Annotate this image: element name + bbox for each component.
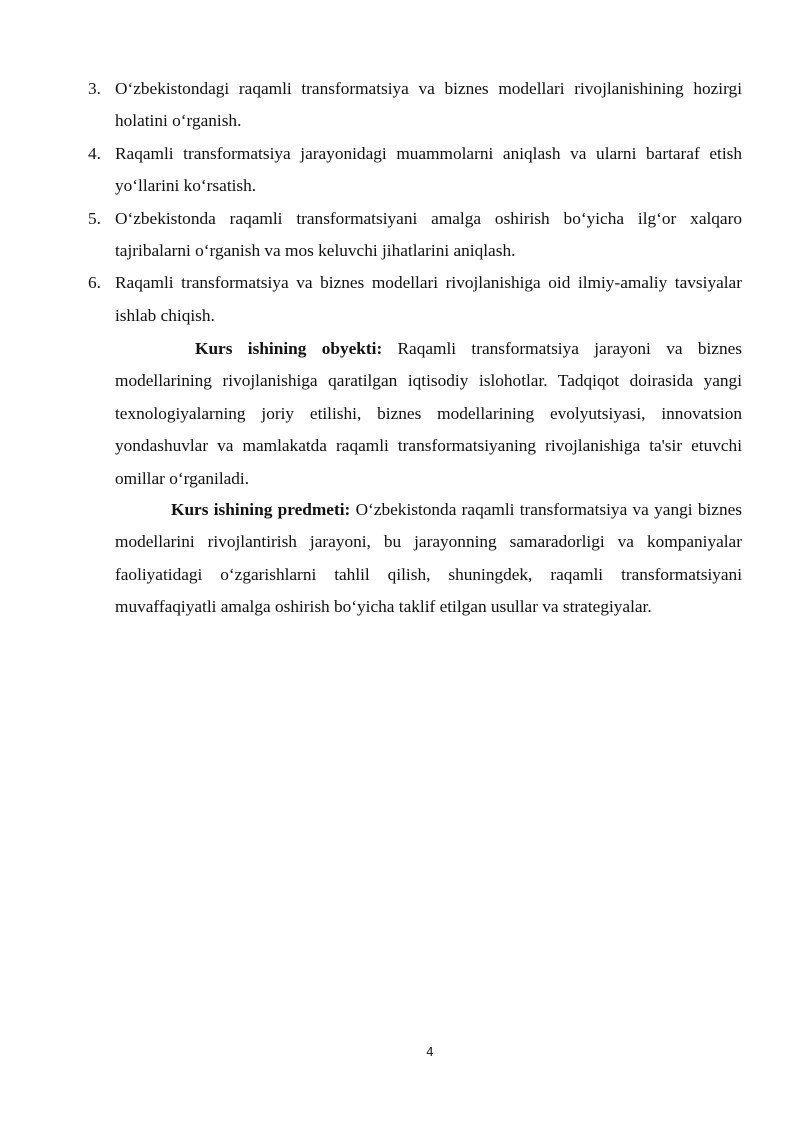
list-item-text: O‘zbekistonda raqamli transformatsiyani amalga oshirish bo‘yicha ilg‘or xalqaro tajribalarni o‘rganish va mos keluvchi jihatlarini aniqlash.	[115, 208, 742, 261]
list-item-text: Raqamli transformatsiya va biznes modellari rivojlanishiga oid ilmiy-amaliy tavsiyalar ishlab chiqish.	[115, 273, 742, 325]
list-item	[88, 203, 742, 268]
objectives-list	[88, 73, 742, 332]
research-object-label: Kurs ishining obyekti:	[195, 339, 383, 358]
research-subject-label: Kurs ishining predmeti:	[171, 500, 351, 519]
list-item-number: 5.	[88, 208, 101, 228]
page-number: 4	[426, 1045, 434, 1059]
list-item-text: Raqamli transformatsiya jarayonidagi muammolarni aniqlash va ularni bartaraf etish yo‘llarini ko‘rsatish.	[115, 143, 742, 196]
research-object-text: Raqamli transformatsiya jarayoni va biznes modellarining rivojlanishiga qaratilgan iqtisodiy islohotlar. Tadqiqot doirasida yangi texnologiyalarning joriy etilishi, biznes modellarining evolyutsiyasi, innovatsion yondashuvlar va mamlakatda raqamli transformatsiyaning rivojlanishiga ta'sir etuvchi omillar o‘rganiladi.	[115, 339, 742, 488]
list-item-number: 6.	[88, 273, 101, 293]
list-item-number: 4.	[88, 143, 101, 163]
research-object-paragraph	[115, 333, 742, 495]
list-item	[88, 73, 742, 138]
research-subject-paragraph	[115, 494, 742, 624]
list-item-text: O‘zbekistondagi raqamli transformatsiya va biznes modellari rivojlanishining hozirgi holatini o‘rganish.	[115, 79, 742, 131]
list-item	[88, 138, 742, 203]
research-subject-text: O‘zbekistonda raqamli transformatsiya va yangi biznes modellarini rivojlantirish jarayoni, bu jarayonning samaradorligi va kompaniyalar faoliyatidagi o‘zgarishlarni tahlil qilish, shuningdek, raqamli transformatsiyani muvaffaqiyatli amalga oshirish bo‘yicha taklif etilgan usullar va strategiyalar.	[115, 500, 742, 617]
list-item	[88, 267, 742, 332]
list-item-number: 3.	[88, 79, 101, 98]
